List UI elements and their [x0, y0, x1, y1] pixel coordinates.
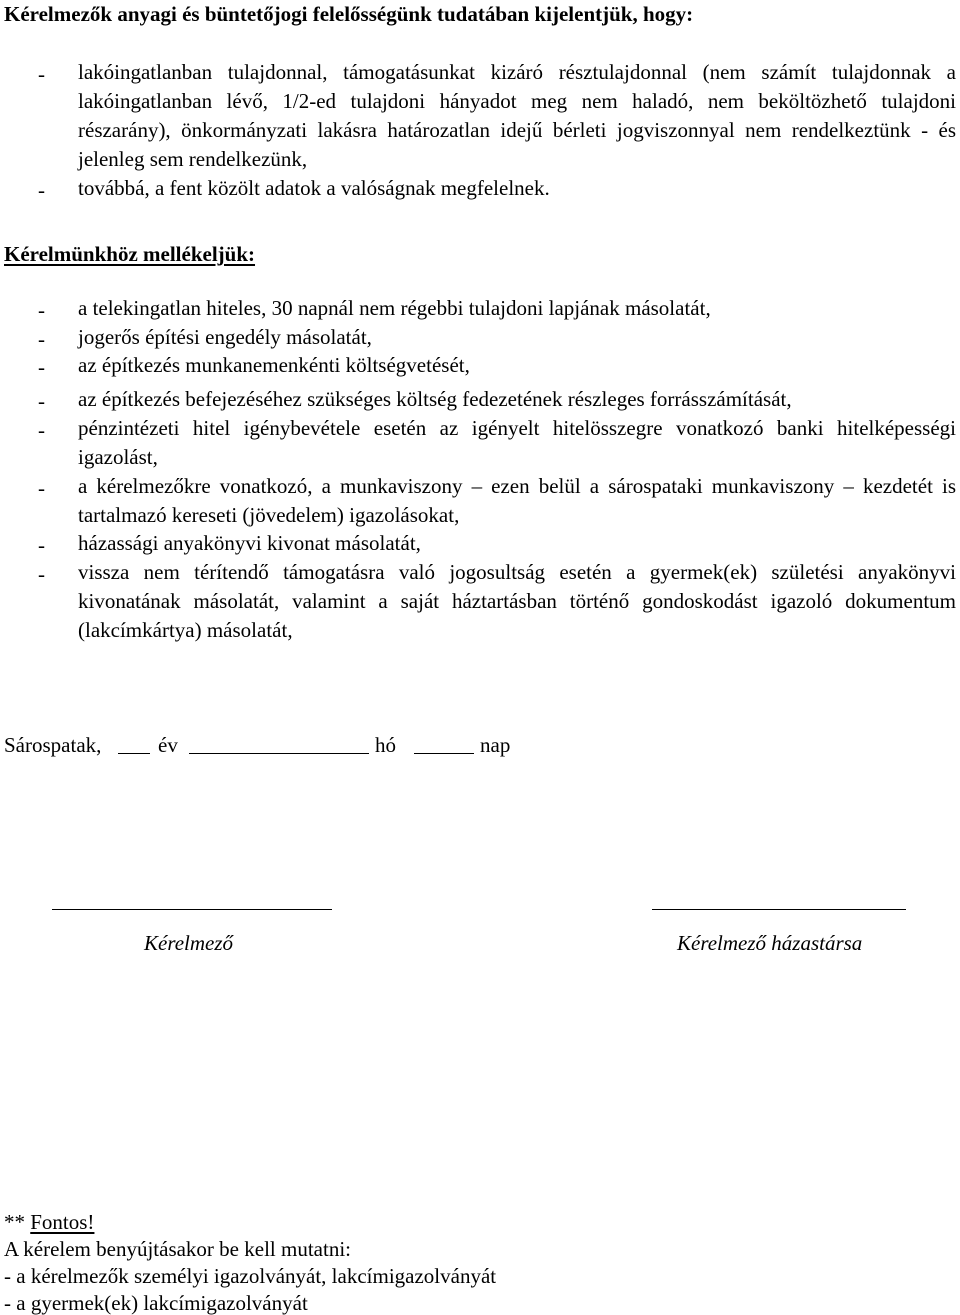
declaration-item: lakóingatlanban tulajdonnal, támogatásunkat kizáró résztulajdonnal (nem számít tulajdonnak a lakóingatlanban lévő, 1/2-ed tulajdoni hányadot meg nem haladó, nem beköltözhető tulajdoni részarány), önkormányzati lakásra határozatlan idejű bérleti jogviszonnyal nem rendelkeztünk - és jelenleg sem rendelkezünk, — [78, 60, 956, 171]
date-day-blank[interactable] — [414, 753, 474, 754]
notice-stars: ** — [4, 1210, 25, 1234]
attachments-heading: Kérelmünkhöz mellékeljük: — [4, 242, 256, 266]
attachment-item: pénzintézeti hitel igénybevétele esetén az igényelt hitelösszegre vonatkozó banki hitelképességi igazolást, — [78, 416, 956, 469]
spouse-signature-label: Kérelmező házastársa — [677, 931, 863, 955]
date-place: Sárospatak, — [4, 733, 102, 757]
notice-item: - a gyermek(ek) lakcímigazolványát — [4, 1291, 308, 1315]
attachment-item: vissza nem térítendő támogatásra való jogosultság esetén a gyermek(ek) születési anyakönyvi kivonatának másolatát, valamint a saját háztartásban történő gondoskodást igazoló dokumentum (lakcímkártya) másolatát, — [78, 560, 956, 642]
list-bullet: - — [38, 355, 45, 379]
list-bullet: - — [38, 533, 45, 557]
date-year-label: év — [158, 733, 178, 757]
list-bullet: - — [38, 418, 45, 442]
attachment-item: az építkezés munkanemenkénti költségvetését, — [78, 353, 470, 377]
date-year-blank[interactable] — [118, 753, 150, 754]
list-bullet: - — [38, 476, 45, 500]
notice-item: - a kérelmezők személyi igazolványát, lakcímigazolványát — [4, 1264, 497, 1288]
attachment-item: a telekingatlan hiteles, 30 napnál nem régebbi tulajdoni lapjának másolatát, — [78, 296, 711, 320]
list-bullet: - — [38, 298, 45, 322]
applicant-signature-line[interactable] — [52, 909, 332, 910]
declaration-heading: Kérelmezők anyagi és büntetőjogi felelősségünk tudatában kijelentjük, hogy: — [4, 2, 694, 26]
spouse-signature-line[interactable] — [652, 909, 906, 910]
date-month-label: hó — [375, 733, 396, 757]
notice-title: Fontos! — [30, 1210, 95, 1234]
attachment-item: házassági anyakönyvi kivonat másolatát, — [78, 531, 421, 555]
list-bullet: - — [38, 389, 45, 413]
list-bullet: - — [38, 62, 45, 86]
attachment-item: a kérelmezőkre vonatkozó, a munkaviszony – ezen belül a sárospataki munkaviszony – kezdetét is tartalmazó kereseti (jövedelem) igazolásokat, — [78, 474, 956, 527]
notice-intro: A kérelem benyújtásakor be kell mutatni: — [4, 1237, 351, 1261]
list-bullet: - — [38, 178, 45, 202]
declaration-item: továbbá, a fent közölt adatok a valóságnak megfelelnek. — [78, 176, 550, 200]
attachment-item: az építkezés befejezéséhez szükséges költség fedezetének részleges forrásszámítását, — [78, 387, 792, 411]
list-bullet: - — [38, 327, 45, 351]
attachment-item: jogerős építési engedély másolatát, — [78, 325, 372, 349]
date-month-blank[interactable] — [189, 753, 369, 754]
list-bullet: - — [38, 562, 45, 586]
notice-title-line — [4, 1212, 94, 1233]
applicant-signature-label: Kérelmező — [144, 931, 234, 955]
date-day-label: nap — [480, 733, 511, 757]
